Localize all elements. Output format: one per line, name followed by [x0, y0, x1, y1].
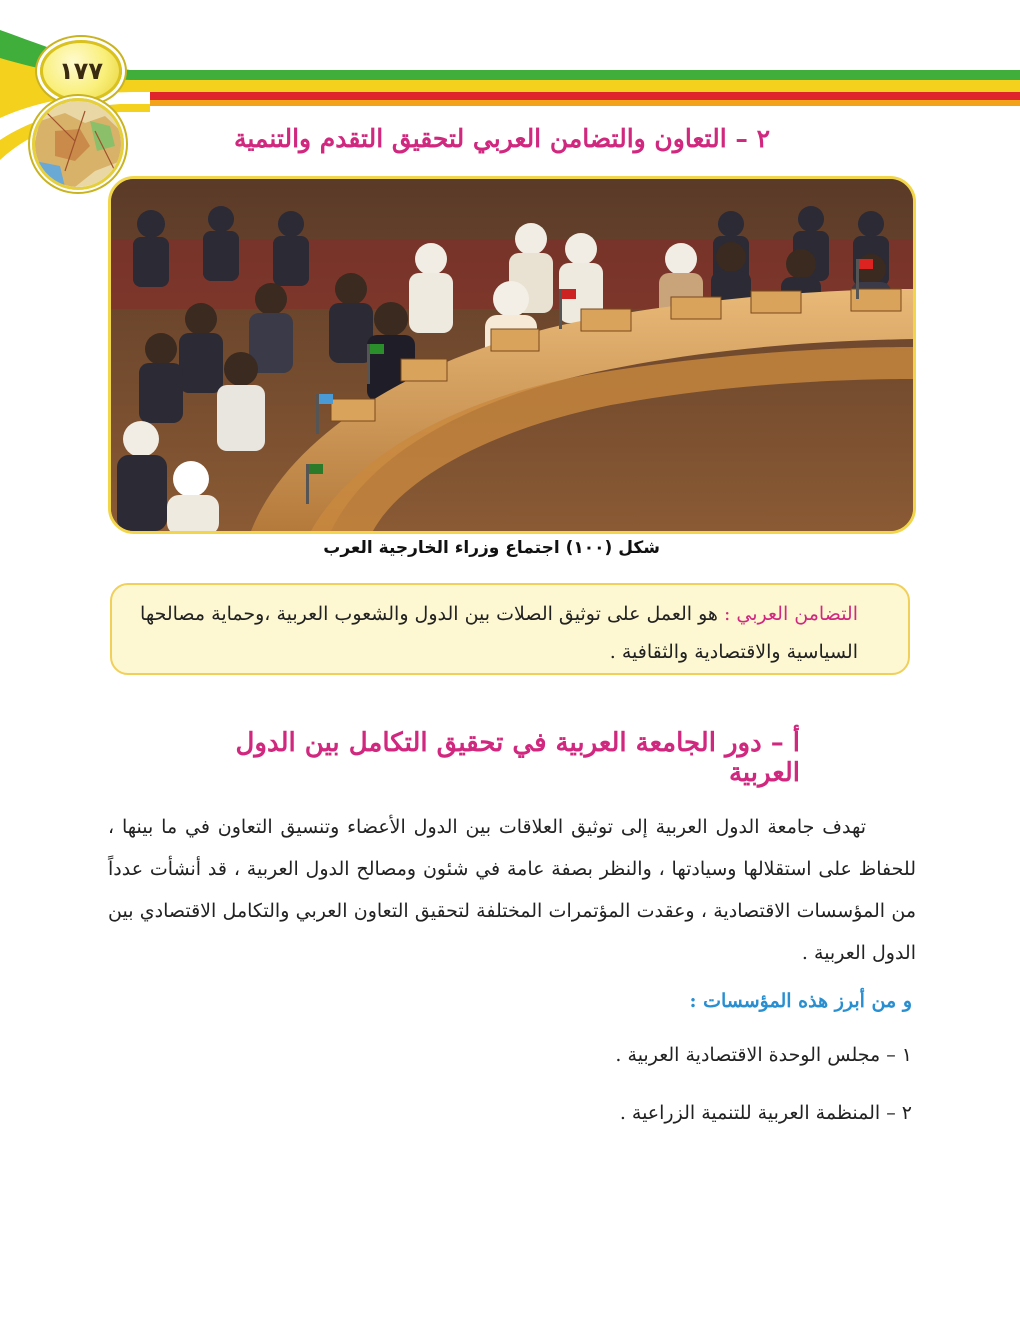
header-ribbon [0, 0, 1020, 200]
meeting-photo [108, 176, 916, 534]
list-item: ١ – مجلس الوحدة الاقتصادية العربية . [615, 1044, 912, 1066]
page-number: ١٧٧ [40, 40, 122, 102]
map-icon [32, 98, 124, 190]
institutions-heading: و من أبرز هذه المؤسسات : [689, 990, 912, 1012]
institutions-list [400, 1040, 912, 1156]
section-title: ٢ – التعاون والتضامن العربي لتحقيق التقدم والتنمية [233, 124, 770, 153]
subsection-title: أ – دور الجامعة العربية في تحقيق التكامل بين الدول العربية [235, 728, 800, 788]
definition-box [110, 583, 910, 675]
definition-term: التضامن العربي : [723, 603, 858, 625]
figure-caption: شكل (١٠٠) اجتماع وزراء الخارجية العرب [323, 538, 660, 558]
definition-text: هو العمل على توثيق الصلات بين الدول والشعوب العربية ،وحماية مصالحها السياسية والاقتصادية والثقافية . [140, 603, 858, 663]
body-paragraph: تهدف جامعة الدول العربية إلى توثيق العلاقات بين الدول الأعضاء وتنسيق التعاون في ما بينها ، للحفاظ على استقلالها وسيادتها ، والنظر بصفة عامة في شئون ومصالح الدول العربية ، قد أنشأت عدداً من المؤسسات الاقتصادية ، وعقدت المؤتمرات المختلفة لتحقيق التعاون العربي والتكامل الاقتصادي بين الدول العربية . [108, 816, 916, 964]
list-item: ٢ – المنظمة العربية للتنمية الزراعية . [619, 1102, 912, 1124]
